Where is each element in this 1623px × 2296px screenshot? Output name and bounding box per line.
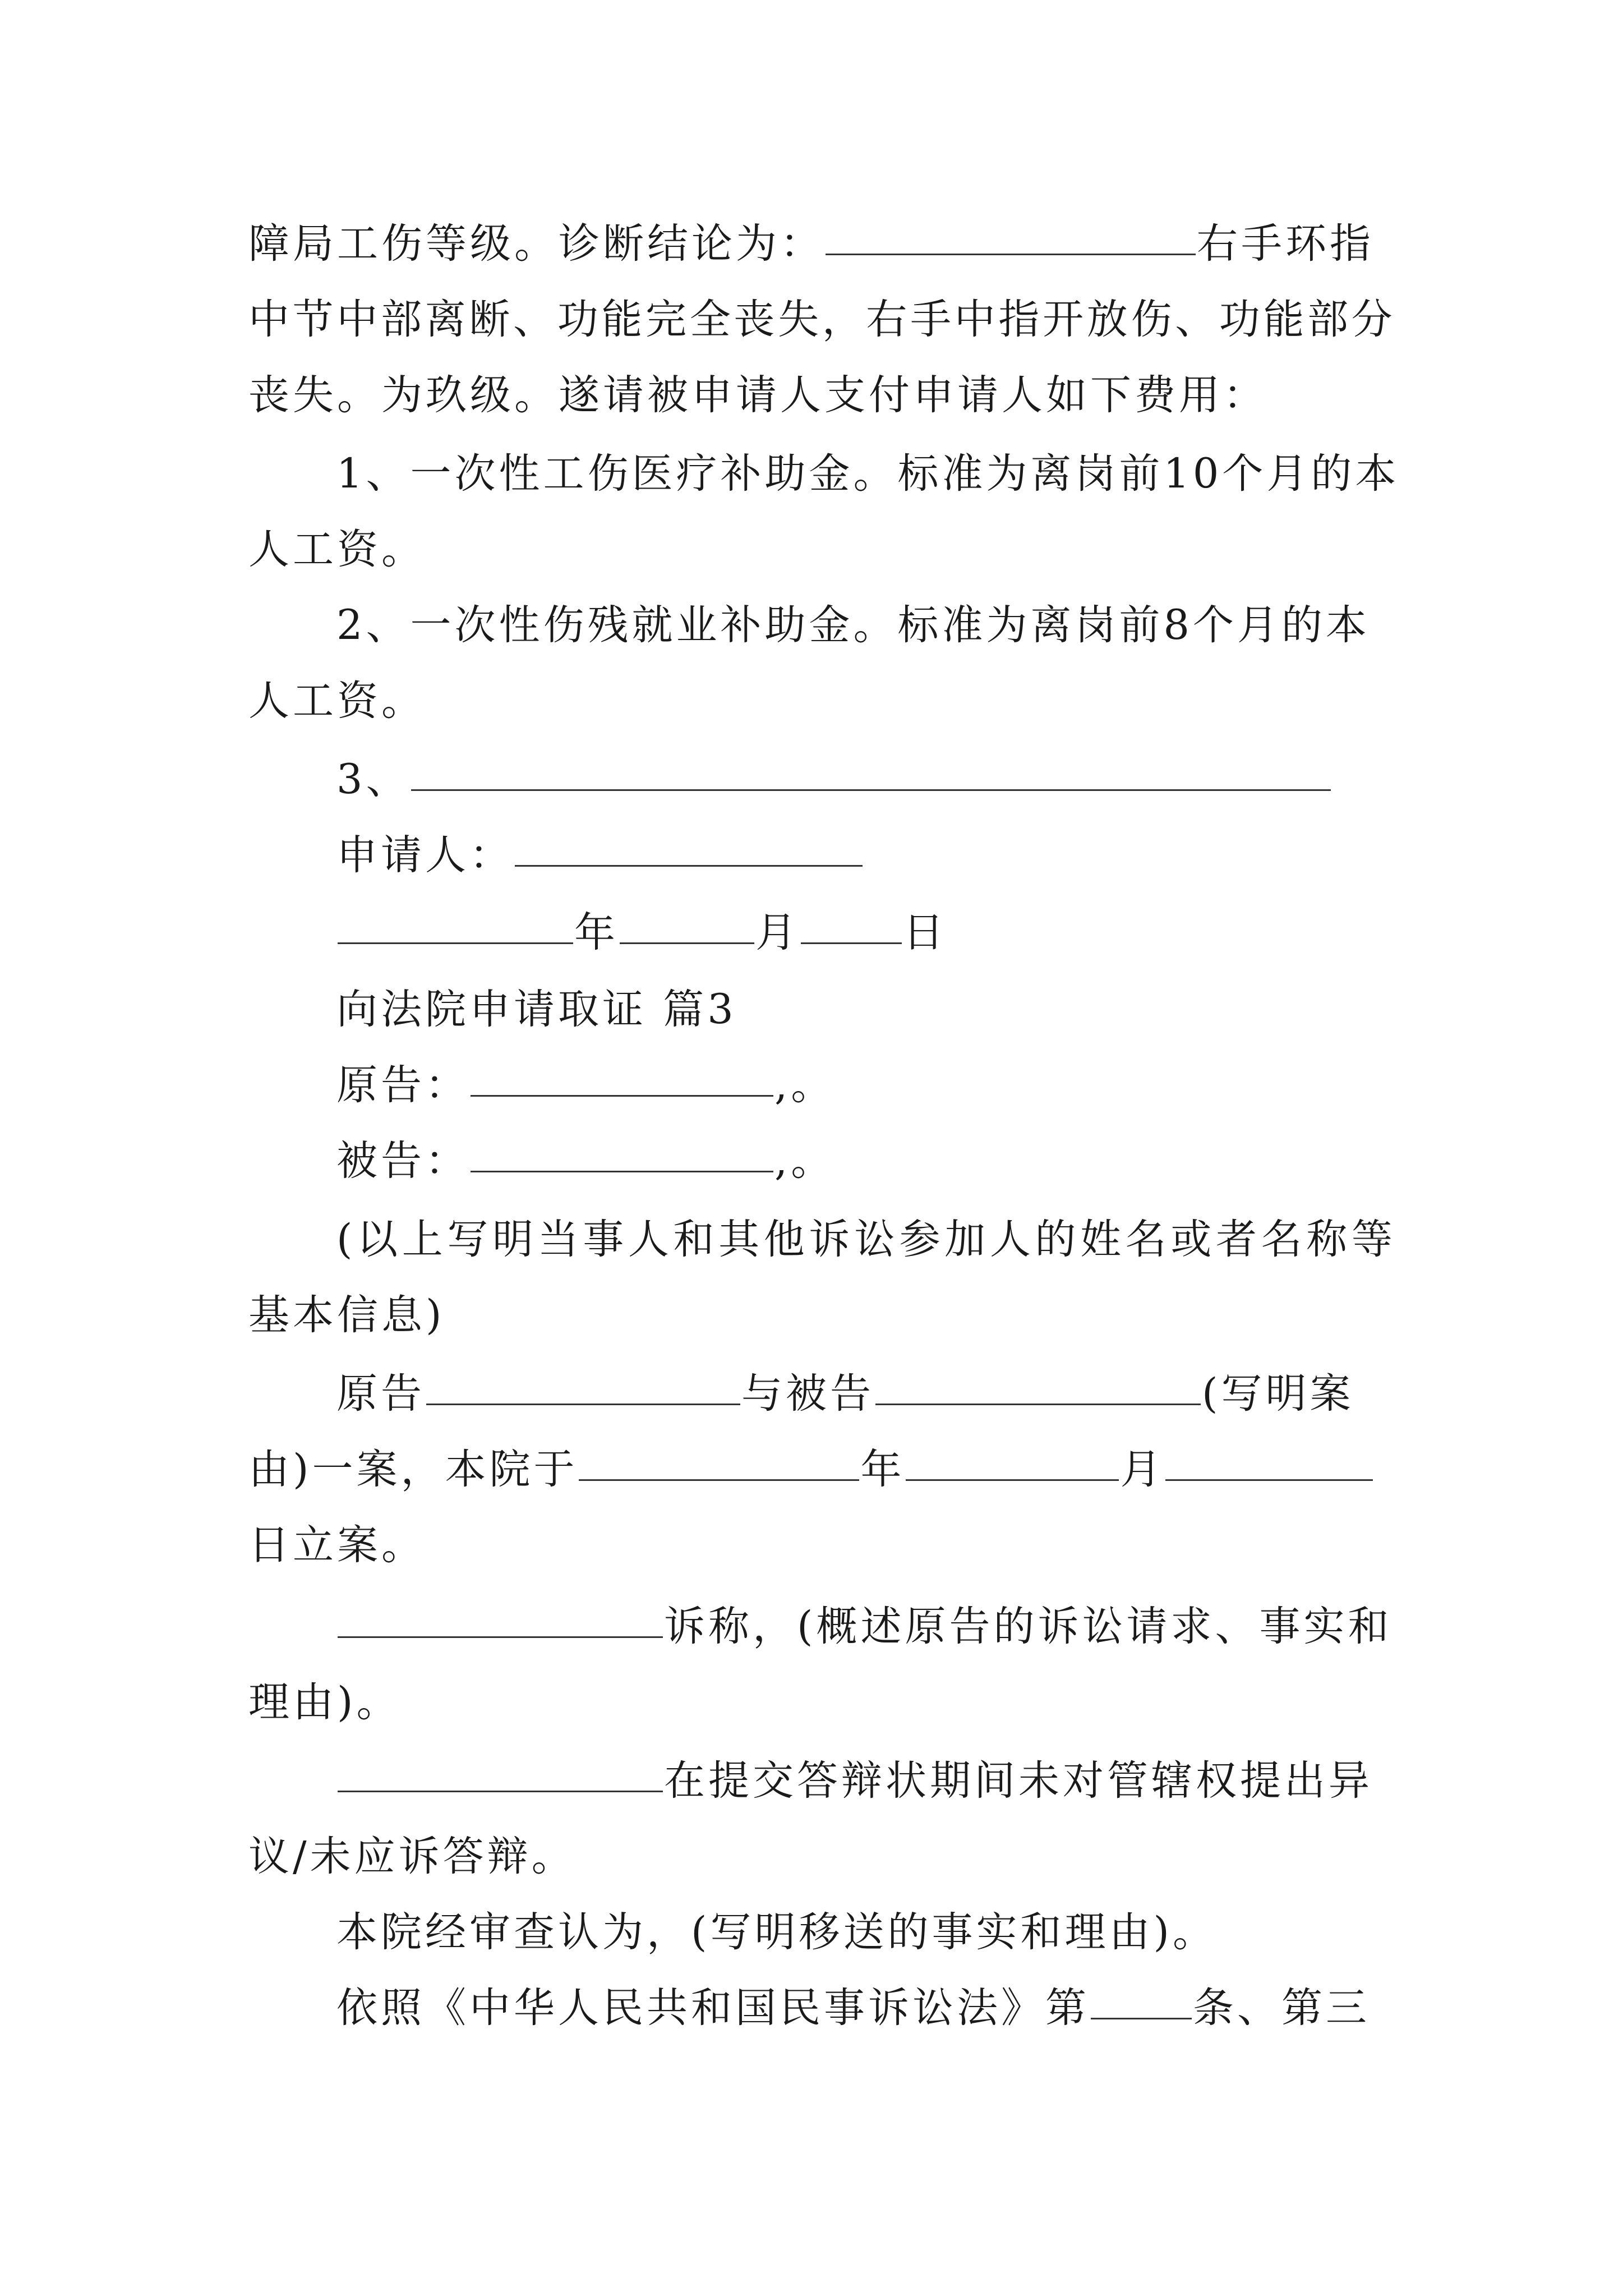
text-line-18: 日立案。 [248, 1521, 426, 1569]
fill-blank[interactable] [1165, 1433, 1373, 1481]
text-line-21 [336, 1745, 1393, 1818]
fill-blank[interactable] [620, 896, 754, 944]
text-line-7: 人工资。 [248, 677, 426, 725]
text-line-6: 2、一次性伤残就业补助金。标准为离岗前8个月的本 [336, 601, 1370, 649]
text-line-22: 议/未应诉答辩。 [248, 1833, 576, 1880]
text-segment: 在提交答辩状期间未对管辖权提出异 [664, 1757, 1373, 1805]
fill-blank[interactable] [1091, 1972, 1192, 2019]
text-segment: 3、 [336, 756, 411, 803]
text-line-1 [248, 208, 1393, 280]
text-line-16 [336, 1358, 1393, 1430]
text-line-12 [336, 1049, 1393, 1122]
text-line-8 [336, 743, 1393, 816]
text-line-4: 1、一次性工伤医疗补助金。标准为离岗前10个月的本 [336, 450, 1400, 498]
fill-blank[interactable] [338, 1590, 663, 1638]
fill-blank[interactable] [411, 743, 1331, 791]
fill-blank[interactable] [801, 896, 902, 944]
text-segment: 由)一案，本院于 [248, 1446, 578, 1493]
text-segment: 诉称，(概述原告的诉讼请求、事实和 [664, 1603, 1393, 1650]
fill-blank[interactable] [515, 819, 863, 867]
text-segment: 日 [903, 909, 947, 956]
text-segment: ,。 [774, 1137, 836, 1185]
text-segment: 申请人： [336, 831, 514, 879]
fill-blank[interactable] [338, 1745, 663, 1792]
fill-blank[interactable] [579, 1433, 859, 1481]
text-segment: ,。 [774, 1061, 836, 1109]
fill-blank[interactable] [906, 1433, 1119, 1481]
text-line-19 [336, 1590, 1393, 1663]
text-segment: 与被告 [741, 1370, 874, 1418]
text-line-14: ( 以 上 写 明 当 事 人 和 其 他 诉 讼 参 加 人 的 姓 名 或 者 名 称 等 [336, 1216, 1393, 1263]
fill-blank[interactable] [471, 1049, 773, 1097]
text-line-10 [336, 896, 1393, 969]
text-segment: 被告： [336, 1137, 469, 1185]
text-line-9 [336, 819, 1393, 892]
text-segment: 右手环指 [1197, 220, 1374, 268]
fill-blank[interactable] [338, 896, 573, 944]
text-line-11: 向法院申请取证 篇3 [336, 986, 737, 1033]
text-segment: (写明案 [1202, 1370, 1354, 1418]
text-line-20: 理由)。 [248, 1678, 401, 1726]
text-line-17 [248, 1433, 1393, 1506]
text-line-3: 丧失。为玖级。遂请被申请人支付申请人如下费用： [248, 371, 1267, 419]
text-segment: 条、第三 [1193, 1984, 1370, 2032]
fill-blank[interactable] [471, 1125, 773, 1172]
text-segment: 依照《中华人民共和国民事诉讼法》第 [336, 1984, 1090, 2032]
text-line-23: 本院经审查认为，(写明移送的事实和理由)。 [336, 1908, 1217, 1956]
text-line-5: 人工资。 [248, 526, 426, 573]
text-line-24 [336, 1972, 1393, 2045]
text-segment: 月 [755, 909, 800, 956]
text-segment: 年 [860, 1446, 905, 1493]
fill-blank[interactable] [426, 1358, 740, 1405]
text-line-2: 中 节 中 部 离 断 、 功 能 完 全 丧 失 ， 右 手 中 指 开 放 伤 、 功 能 部 分 [248, 296, 1393, 343]
text-segment: 月 [1120, 1446, 1165, 1493]
text-line-15: 基本信息) [248, 1291, 445, 1339]
text-segment: 原告 [336, 1370, 425, 1418]
text-segment: 原告： [336, 1061, 469, 1109]
fill-blank[interactable] [826, 208, 1196, 255]
text-segment: 年 [574, 909, 619, 956]
text-segment: 障局工伤等级。诊断结论为： [248, 220, 824, 268]
text-line-13 [336, 1125, 1393, 1198]
fill-blank[interactable] [875, 1358, 1201, 1405]
